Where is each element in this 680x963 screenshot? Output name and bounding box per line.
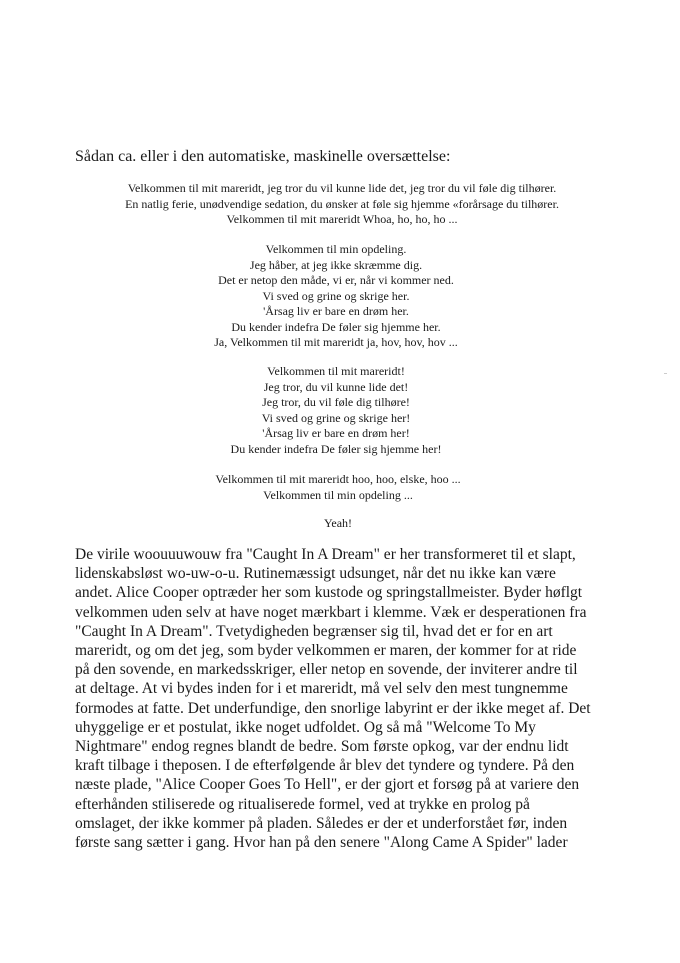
paragraph-line: første sang sætter i gang. Hvor han på den senere "Along Came A Spider" lader	[75, 834, 568, 852]
paragraph-line: næste plade, "Alice Cooper Goes To Hell", er der gjort et forsøg på at variere den	[75, 776, 580, 794]
lyric-line: Jeg tror, du vil kunne lide det!	[263, 379, 409, 394]
paragraph-line: at deltage. At vi bydes inden for i et mareridt, må vel selv den mest tungnemme	[75, 680, 568, 698]
paragraph-line: Nightmare" endog regnes blandt de bedre. Som første opkog, var der endnu lidt	[75, 738, 569, 756]
commentary-paragraph	[75, 545, 623, 852]
lyrics-stanza	[0, 472, 678, 503]
paragraph-line: uhyggelige er et postulat, ikke noget udfoldet. Og så må "Welcome To My	[75, 718, 536, 736]
scan-artifact	[664, 373, 667, 374]
lyric-line: En natlig ferie, unødvendige sedation, du ønsker at føle sig hjemme «forårsage du tilhører.	[125, 196, 559, 211]
lyric-line: Velkommen til mit mareridt Whoa, ho, ho, ho ...	[226, 212, 458, 226]
lyrics-stanza	[0, 364, 676, 457]
lyric-line: Vi sved og grine og skrige her.	[262, 288, 410, 303]
lyric-line: Det er netop den måde, vi er, når vi kommer ned.	[218, 273, 454, 287]
paragraph-line: formodes at fatte. Det underfundige, den snorlige labyrint er der ikke meget af. Det	[75, 699, 591, 717]
lyric-line: Velkommen til mit mareridt, jeg tror du vil kunne lide det, jeg tror du vil føle dig tilhører.	[127, 181, 557, 195]
lyric-line: 'Årsag liv er bare en drøm her!	[262, 426, 410, 440]
paragraph-line: på den sovende, en markedsskriger, eller netop en sovende, der inviterer andre til	[75, 661, 578, 679]
lyric-line: Ja, Velkommen til mit mareridt ja, hov, hov, hov ...	[214, 335, 458, 349]
lyric-line: Jeg tror, du vil føle dig tilhøre!	[262, 395, 410, 409]
lyric-line: Velkommen til mit mareridt hoo, hoo, elske, hoo ...	[215, 472, 461, 486]
lyric-line: 'Årsag liv er bare en drøm her.	[263, 304, 409, 318]
lyric-line: Velkommen til min opdeling ...	[263, 487, 413, 502]
intro-heading: Sådan ca. eller i den automatiske, maskinelle oversættelse:	[75, 148, 451, 165]
lyrics-stanza	[0, 242, 676, 351]
lyric-line: Jeg håber, at jeg ikke skræmme dig.	[249, 257, 423, 272]
paragraph-line: De virile woouuuwouw fra "Caught In A Dream" er her transformeret til et slapt,	[75, 546, 576, 563]
lyric-line: Vi sved og grine og skrige her!	[261, 410, 411, 425]
paragraph-line: velkommen uden selv at have noget mærkbart i klemme. Væk er desperationen fra	[75, 603, 587, 621]
paragraph-line: efterhånden stiliserede og ritualiserede formel, ved at trykke en prolog på	[75, 795, 530, 813]
lyric-line: Du kender indefra De føler sig hjemme her!	[230, 441, 442, 456]
lyrics-stanza	[0, 516, 678, 532]
paragraph-line: kraft tilbage i theposen. I de efterfølgende år blev det tyndere og tyndere. På den	[75, 757, 575, 775]
paragraph-line: omslaget, der ikke kommer på pladen. Således er der et underforstået før, inden	[75, 814, 568, 832]
lyrics-stanza	[2, 181, 680, 228]
lyric-line: Velkommen til mit mareridt!	[267, 364, 405, 378]
lyric-line: Velkommen til min opdeling.	[265, 242, 407, 256]
paragraph-line: andet. Alice Cooper optræder her som kustode og springstallmeister. Byder høflgt	[75, 584, 583, 602]
lyric-line: Du kender indefra De føler sig hjemme her.	[231, 319, 441, 334]
paragraph-line: lidenskabsløst wo-uw-o-u. Rutinemæssigt udsunget, når det nu ikke kan være	[75, 565, 556, 583]
paragraph-line: mareridt, og om det jeg, som byder velkommen er maren, der kommer for at ride	[75, 642, 577, 660]
lyric-line: Yeah!	[323, 516, 353, 530]
paragraph-line: "Caught In A Dream". Tvetydigheden begrænser sig til, hvad det er for en art	[75, 622, 553, 640]
